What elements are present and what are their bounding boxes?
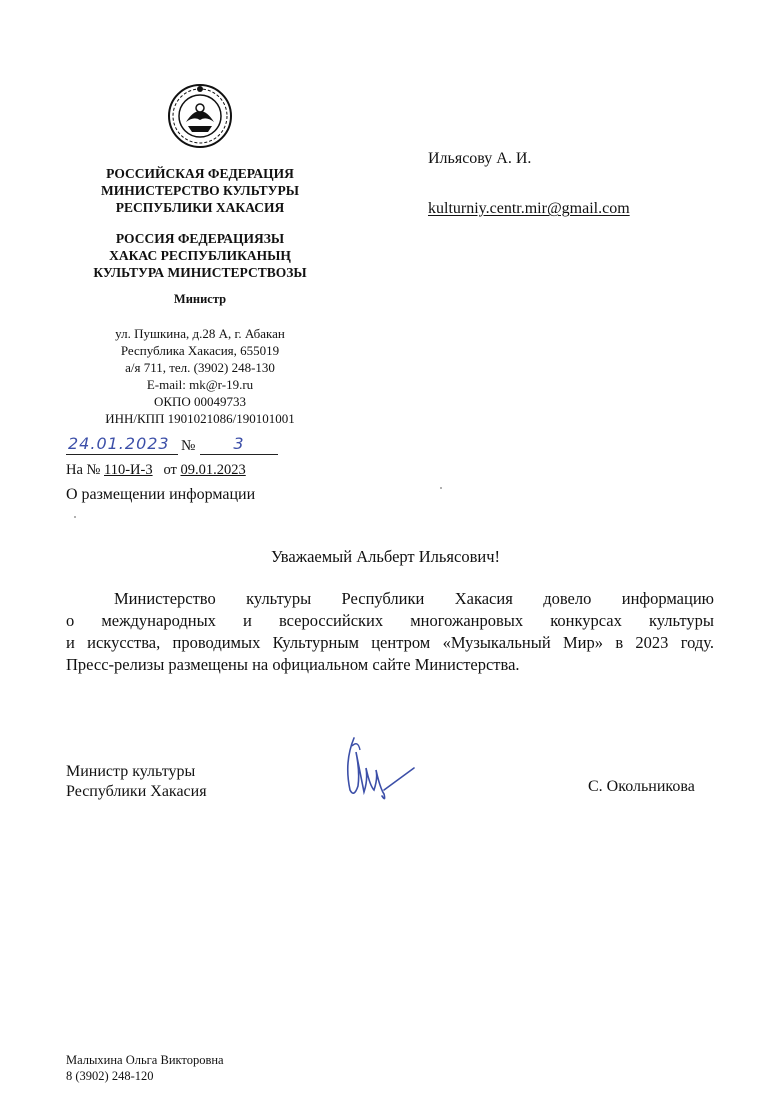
signatory-title-line: Министр культуры bbox=[66, 763, 196, 780]
outgoing-date: 24.01.2023 bbox=[66, 434, 178, 455]
letter-body bbox=[66, 588, 714, 676]
scan-speck bbox=[440, 487, 442, 489]
incoming-reference bbox=[66, 462, 246, 479]
incoming-prefix: На № bbox=[66, 462, 101, 478]
khakassia-coat-of-arms-icon bbox=[166, 82, 234, 150]
org-line: КУЛЬТУРА МИНИСТЕРСТВОЗЫ bbox=[93, 265, 307, 280]
contact-line: E-mail: mk@r-19.ru bbox=[146, 377, 254, 392]
body-line: Пресс-релизы размещены на официальном сайте Министерства. bbox=[66, 655, 520, 674]
outgoing-number-label: № bbox=[181, 438, 196, 454]
contact-line: Республика Хакасия, 655019 bbox=[120, 343, 280, 358]
contact-details bbox=[60, 325, 340, 427]
contact-line: а/я 711, тел. (3902) 248-130 bbox=[125, 360, 275, 375]
signatory-name: С. Окольникова bbox=[588, 778, 695, 795]
recipient-email-link[interactable]: kulturniy.centr.mir@gmail.com bbox=[428, 200, 630, 217]
contact-line: ул. Пушкина, д.28 А, г. Абакан bbox=[115, 326, 285, 341]
executor-name: Малыхина Ольга Викторовна bbox=[66, 1053, 224, 1067]
incoming-date: 09.01.2023 bbox=[180, 462, 246, 478]
outgoing-number: 3 bbox=[200, 434, 278, 455]
contact-line: ОКПО 00049733 bbox=[153, 394, 247, 409]
greeting: Уважаемый Альберт Ильясович! bbox=[270, 547, 501, 566]
incoming-number: 110-И-3 bbox=[104, 462, 153, 478]
letter-subject: О размещении информации bbox=[66, 486, 256, 503]
signatory-title-line: Республики Хакасия bbox=[66, 783, 207, 800]
org-name-khakas bbox=[60, 230, 340, 281]
incoming-from-label: от bbox=[163, 462, 177, 478]
body-line: Министерство культуры Республики Хакасия довело информацию bbox=[114, 589, 714, 608]
executor-phone: 8 (3902) 248-120 bbox=[66, 1069, 154, 1083]
contact-line: ИНН/КПП 1901021086/190101001 bbox=[105, 411, 295, 426]
recipient-name: Ильясову А. И. bbox=[428, 150, 532, 167]
org-name-russian bbox=[60, 165, 340, 216]
position-title: Министр bbox=[173, 292, 227, 306]
body-line: о международных и всероссийских многожанровых конкурсах культуры bbox=[66, 611, 714, 630]
handwritten-signature-icon bbox=[340, 732, 420, 804]
org-line: ХАКАС РЕСПУБЛИКАНЫҢ bbox=[109, 248, 291, 263]
org-line: РЕСПУБЛИКИ ХАКАСИЯ bbox=[115, 200, 285, 215]
org-line: РОССИЙСКАЯ ФЕДЕРАЦИЯ bbox=[106, 166, 294, 181]
org-line: РОССИЯ ФЕДЕРАЦИЯЗЫ bbox=[115, 231, 285, 246]
signatory-title bbox=[66, 762, 207, 802]
organization-header bbox=[60, 165, 340, 281]
scan-speck bbox=[74, 516, 76, 518]
body-line: и искусства, проводимых Культурным центром «Музыкальный Мир» в 2023 году. bbox=[66, 633, 714, 652]
org-line: МИНИСТЕРСТВО КУЛЬТУРЫ bbox=[100, 183, 300, 198]
executor-info bbox=[66, 1052, 224, 1084]
